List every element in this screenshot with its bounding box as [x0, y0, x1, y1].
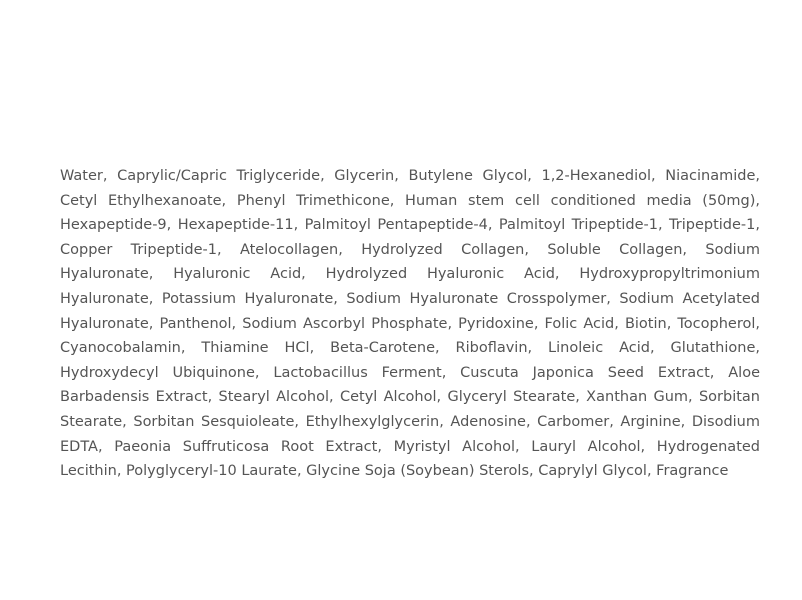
ingredients-section — [60, 164, 760, 484]
ingredients-list: Water, Caprylic/Capric Triglyceride, Glycerin, Butylene Glycol, 1,2-Hexanediol, Niacinamide, Cetyl Ethylhexanoate, Phenyl Trimethicone, Human stem cell conditioned media (50mg), Hexapeptide-9, Hexapeptide-11, Palmitoyl Pentapeptide-4, Palmitoyl Tripeptide-1, Tripeptide-1, Copper Tripeptide-1, Atelocollagen, Hydrolyzed Collagen, Soluble Collagen, Sodium Hyaluronate, Hyaluronic Acid, Hydrolyzed Hyaluronic Acid, Hydroxypropyltrimonium Hyaluronate, Potassium Hyaluronate, Sodium Hyaluronate Crosspolymer, Sodium Acetylated Hyaluronate, Panthenol, Sodium Ascorbyl Phosphate, Pyridoxine, Folic Acid, Biotin, Tocopherol, Cyanocobalamin, Thiamine HCl, Beta-Carotene, Riboflavin, Linoleic Acid, Glutathione, Hydroxydecyl Ubiquinone, Lactobacillus Ferment, Cuscuta Japonica Seed Extract, Aloe Barbadensis Extract, Stearyl Alcohol, Cetyl Alcohol, Glyceryl Stearate, Xanthan Gum, Sorbitan Stearate, Sorbitan Sesquioleate, Ethylhexylglycerin, Adenosine, Carbomer, Arginine, Disodium EDTA, Paeonia Suffruticosa Root Extract, Myristyl Alcohol, Lauryl Alcohol, Hydrogenated Lecithin, Polyglyceryl-10 Laurate, Glycine Soja (Soybean) Sterols, Caprylyl Glycol, Fragrance — [60, 168, 760, 480]
